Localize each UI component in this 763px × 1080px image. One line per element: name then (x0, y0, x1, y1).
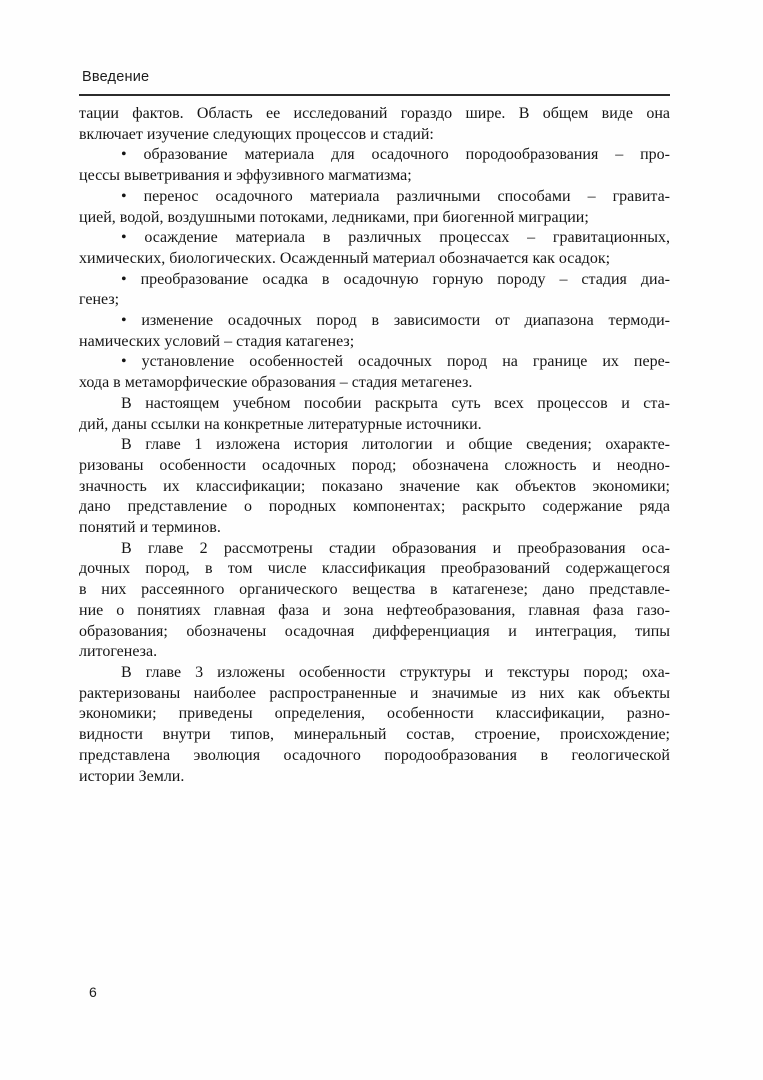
text-line: образования; обозначены осадочная дифференциация и интеграция, типы (79, 622, 670, 640)
text-line: генез; (79, 291, 120, 309)
text-line: включает изучение следующих процессов и стадий: (79, 125, 434, 143)
paragraph (79, 104, 670, 145)
paragraph (79, 352, 670, 393)
paragraph (79, 435, 670, 539)
text-line: ризованы особенности осадочных пород; обозначена сложность и неодно- (79, 456, 670, 474)
text-line: истории Земли. (79, 767, 185, 785)
text-line: • перенос осадочного материала различными способами – гравита- (121, 187, 670, 205)
text-line: ние о понятиях главная фаза и зона нефтеобразования, главная фаза газо- (79, 601, 670, 619)
paragraph (79, 394, 670, 435)
text-line: • изменение осадочных пород в зависимости от диапазона термоди- (121, 312, 670, 330)
text-line: видности внутри типов, минеральный состав, строение, происхождение; (79, 726, 670, 744)
text-line: рактеризованы наиболее распространенные и значимые из них как объекты (79, 684, 670, 702)
paragraph (79, 228, 670, 269)
text-line: цессы выветривания и эффузивного магматизма; (79, 167, 412, 185)
running-title: Введение (82, 69, 150, 85)
text-line: тации фактов. Область ее исследований гораздо шире. В общем виде она (79, 105, 670, 122)
text-line: цией, водой, воздушными потоками, ледниками, при биогенной миграции; (79, 208, 589, 226)
text-line: в них рассеянного органического вещества в катагенезе; дано представле- (79, 581, 670, 599)
running-header (82, 69, 149, 85)
text-line: литогенеза. (79, 643, 158, 661)
paragraph (79, 187, 670, 228)
text-line: дано представление о породных компонентах; раскрыто содержание ряда (79, 498, 670, 516)
paragraph (79, 311, 670, 352)
paragraph (79, 663, 670, 787)
page-number: 6 (89, 984, 97, 1000)
text-line: В настоящем учебном пособии раскрыта суть всех процессов и ста- (121, 394, 670, 412)
text-line: намических условий – стадия катагенез; (79, 332, 355, 350)
paragraph (79, 145, 670, 186)
text-line: понятий и терминов. (79, 519, 221, 537)
text-line: • установление особенностей осадочных пород на границе их пере- (121, 353, 670, 371)
text-line: дий, даны ссылки на конкретные литературные источники. (79, 415, 482, 433)
text-line: • образование материала для осадочного породообразования – про- (121, 146, 670, 164)
text-line: представлена эволюция осадочного породообразования в геологической (79, 746, 670, 764)
text-line: экономики; приведены определения, особенности классификации, разно- (79, 705, 670, 723)
text-line: • осаждение материала в различных процессах – гравитационных, (121, 229, 670, 247)
text-line: хода в метаморфические образования – стадия метагенез. (79, 374, 473, 392)
body-text (79, 104, 670, 787)
text-line: В главе 3 изложены особенности структуры и текстуры пород; оха- (121, 663, 670, 681)
header-rule (79, 94, 670, 96)
text-line: химических, биологических. Осажденный материал обозначается как осадок; (79, 249, 611, 267)
text-line: В главе 2 рассмотрены стадии образования и преобразования оса- (121, 539, 670, 557)
paragraph (79, 270, 670, 311)
text-line: дочных пород, в том числе классификация преобразований содержащегося (79, 560, 670, 578)
text-line: • преобразование осадка в осадочную горную породу – стадия диа- (121, 270, 670, 288)
text-line: значность их классификации; показано значение как объектов экономики; (79, 477, 670, 495)
paragraph (79, 539, 670, 663)
text-line: В главе 1 изложена история литологии и общие сведения; охаракте- (121, 436, 670, 454)
